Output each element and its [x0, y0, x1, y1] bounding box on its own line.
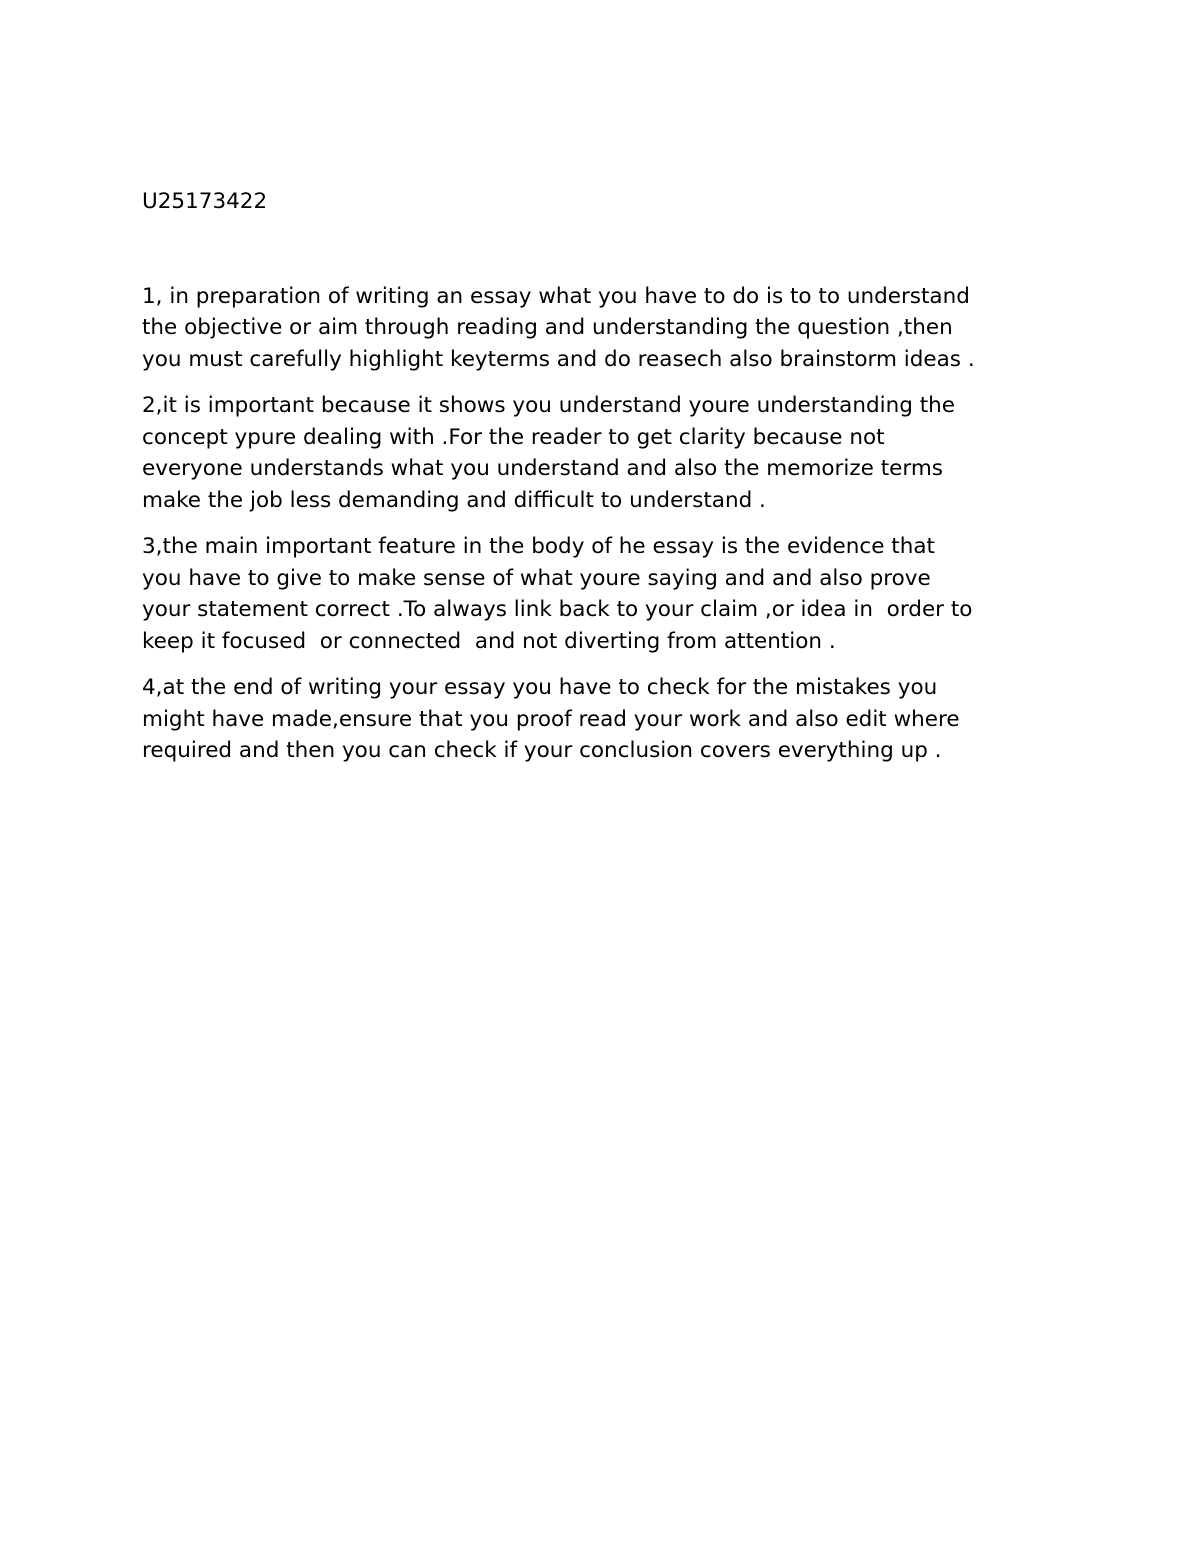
- answer-2: [142, 390, 1072, 516]
- answer-3: [142, 531, 1072, 657]
- answer-line: 3,the main important feature in the body of he essay is the evidence that: [142, 534, 935, 559]
- document-body: [142, 186, 1072, 782]
- answer-line: you have to give to make sense of what youre saying and and also prove: [142, 565, 931, 591]
- answer-line: keep it focused or connected and not diverting from attention .: [142, 628, 836, 654]
- answer-line: your statement correct .To always link back to your claim ,or idea in order to: [142, 597, 973, 622]
- answer-line: make the job less demanding and difficult to understand .: [142, 487, 766, 513]
- answer-line: the objective or aim through reading and understanding the question ,then: [142, 315, 953, 340]
- answer-line: 2,it is important because it shows you understand youre understanding the: [142, 393, 955, 418]
- answer-line: 1, in preparation of writing an essay what you have to do is to to understand: [142, 283, 970, 309]
- answer-line: everyone understands what you understand and also the memorize terms: [142, 456, 943, 481]
- answer-line: might have made,ensure that you proof read your work and also edit where: [142, 706, 960, 732]
- answer-line: required and then you can check if your conclusion covers everything up .: [142, 738, 942, 763]
- answer-line: concept ypure dealing with .For the reader to get clarity because not: [142, 424, 885, 450]
- answer-line: 4,at the end of writing your essay you have to check for the mistakes you: [142, 675, 938, 700]
- answer-4: [142, 672, 1072, 767]
- answer-line: you must carefully highlight keyterms and do reasech also brainstorm ideas .: [142, 346, 975, 372]
- student-id: U25173422: [142, 189, 268, 214]
- answer-1: [142, 281, 1072, 376]
